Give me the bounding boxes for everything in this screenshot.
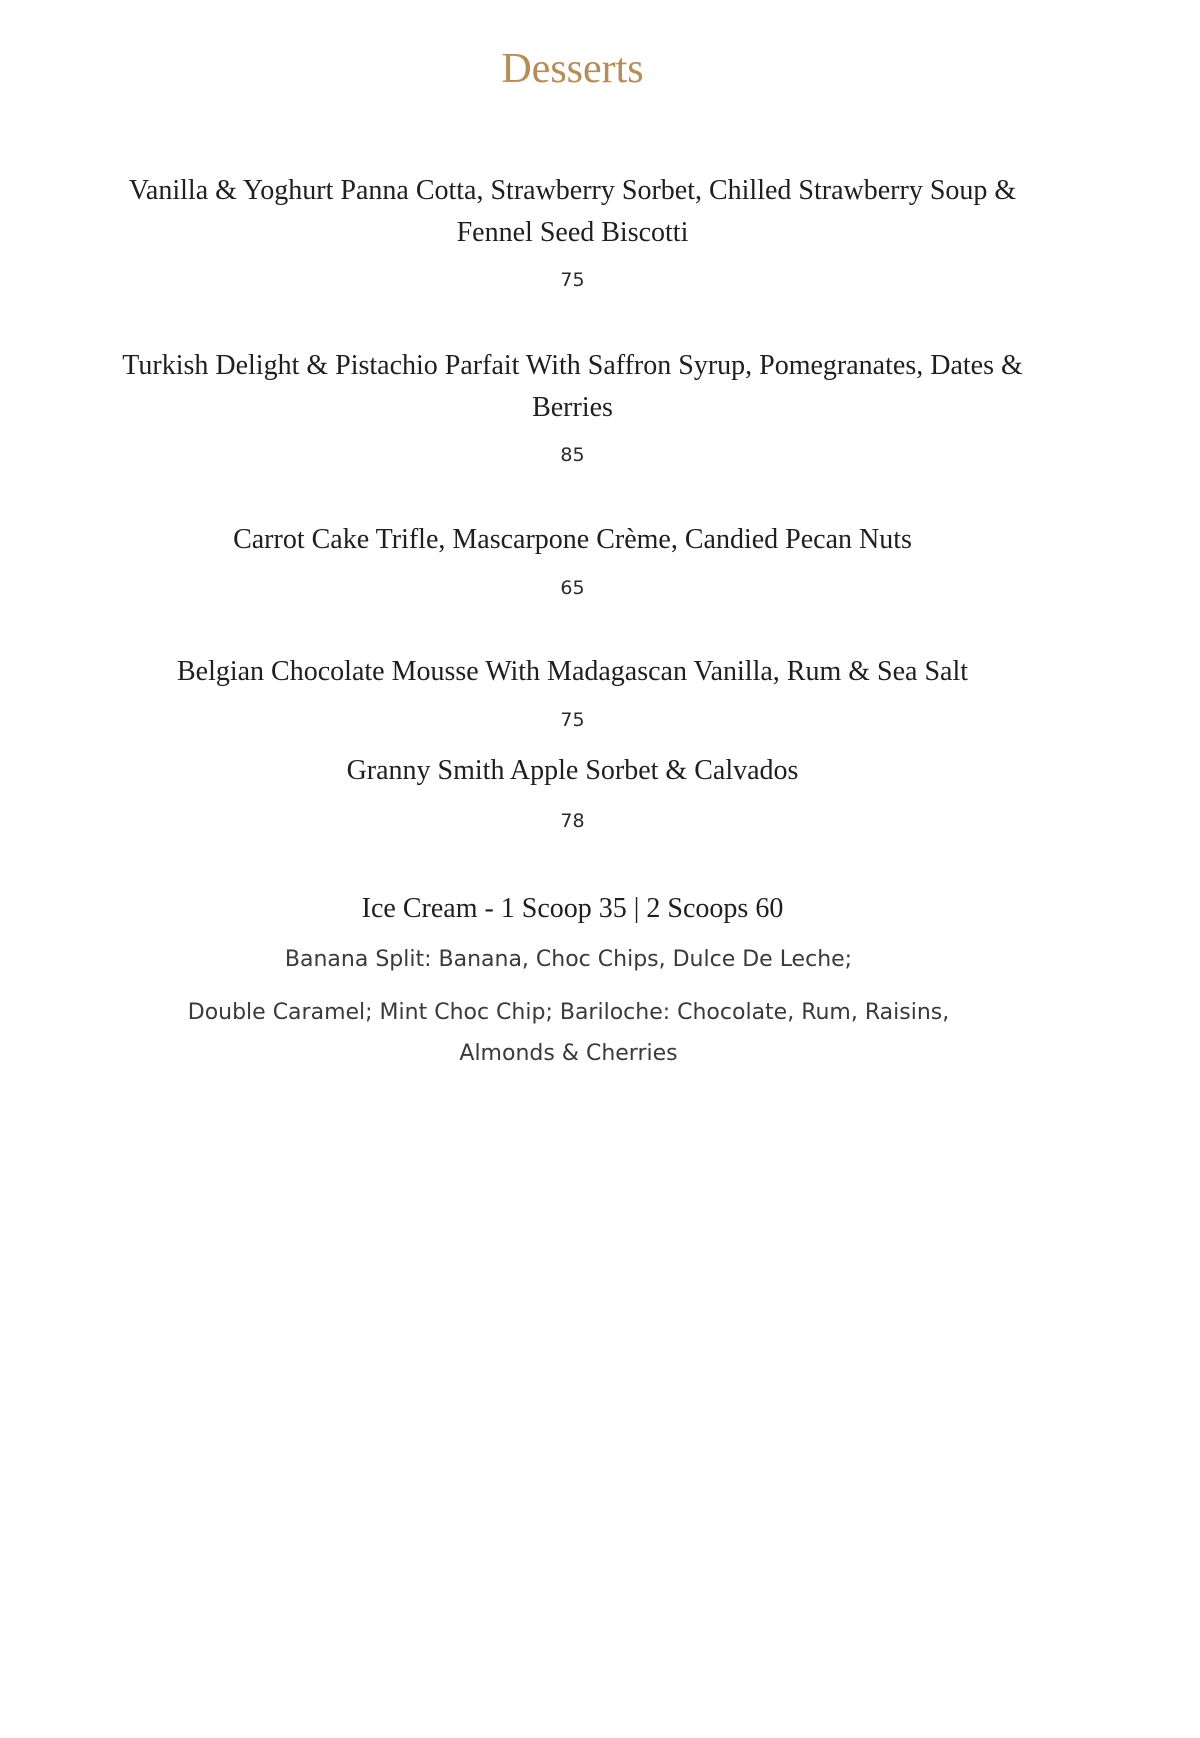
ice-cream-flavours: Banana Split: Banana, Choc Chips, Dulce De Leche;: [284, 947, 853, 972]
dish-price: 78: [560, 810, 585, 832]
dish-name: Granny Smith Apple Sorbet & Calvados: [346, 755, 799, 786]
dish-name: Vanilla & Yoghurt Panna Cotta, Strawberry Sorbet, Chilled Strawberry Soup & Fennel Seed Biscotti: [128, 175, 1017, 248]
dish-name: Belgian Chocolate Mousse With Madagascan Vanilla, Rum & Sea Salt: [176, 656, 969, 687]
dish-name: Turkish Delight & Pistachio Parfait With Saffron Syrup, Pomegranates, Dates & Berries: [122, 350, 1023, 423]
dish-price: 65: [560, 577, 585, 599]
section-title: Desserts: [501, 46, 644, 92]
dish-price: 85: [560, 444, 585, 466]
dish-price: 75: [560, 269, 585, 291]
dish-name: Carrot Cake Trifle, Mascarpone Crème, Candied Pecan Nuts: [233, 524, 912, 555]
dish-price: 75: [560, 709, 585, 731]
ice-cream-heading: Ice Cream - 1 Scoop 35 | 2 Scoops 60: [361, 893, 784, 924]
ice-cream-flavours: Double Caramel; Mint Choc Chip; Bariloche: Chocolate, Rum, Raisins, Almonds & Cherries: [187, 1000, 950, 1066]
